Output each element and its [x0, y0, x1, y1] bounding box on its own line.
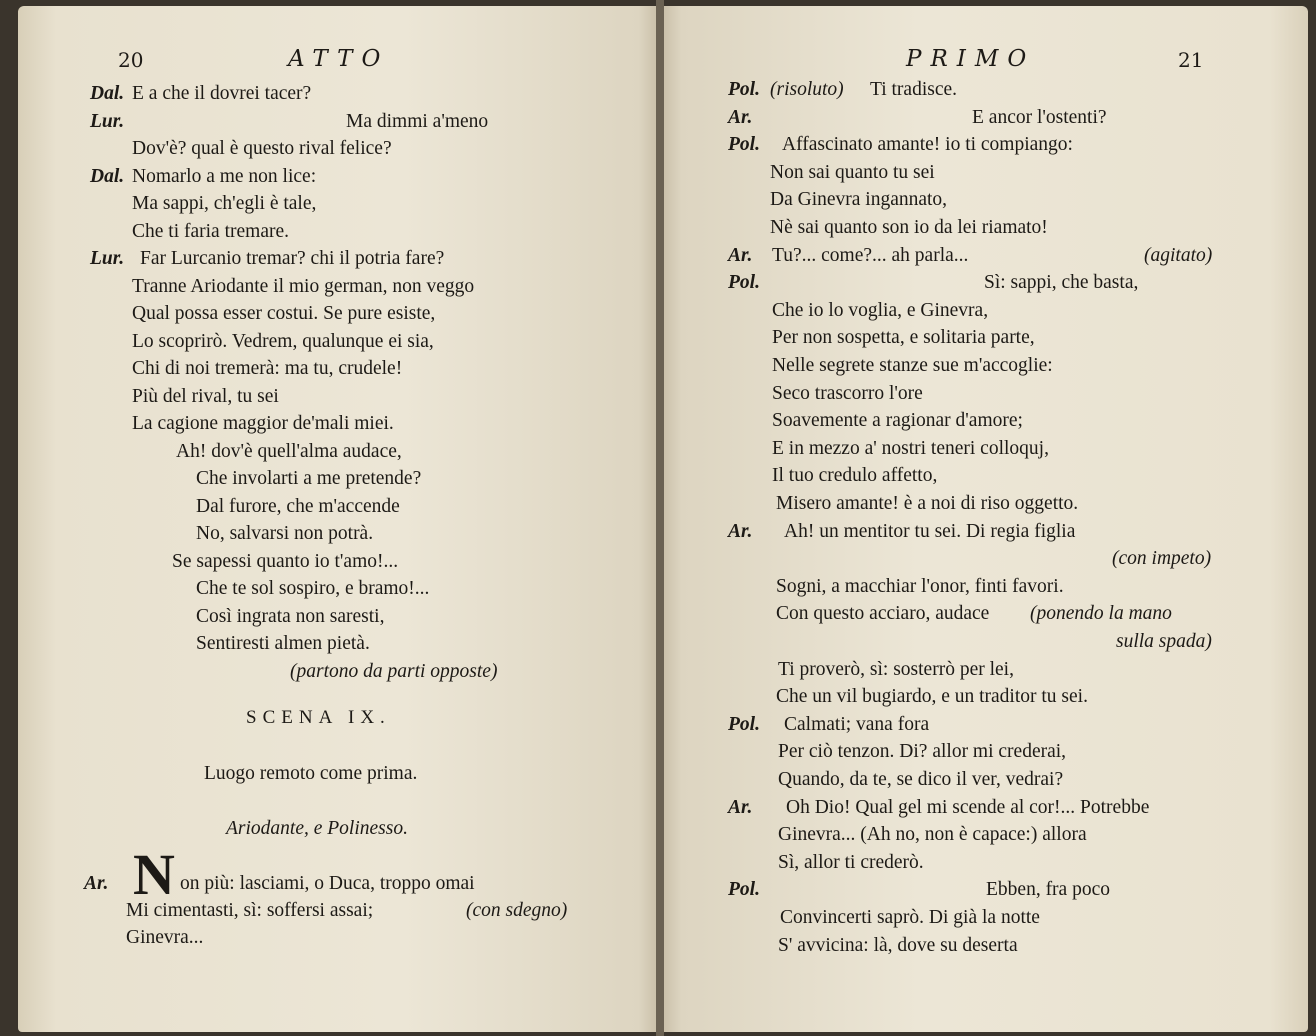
verse-line: Non sai quanto tu sei	[770, 161, 935, 183]
verse-line: Mi cimentasti, sì: soffersi assai;	[126, 900, 374, 921]
stage-direction: (con impeto)	[1112, 548, 1212, 570]
verse-line: Convincerti saprò. Di già la notte	[780, 907, 1040, 928]
verse-line: Ginevra... (Ah no, non è capace:) allora	[778, 824, 1087, 846]
verse-line: Sì, allor ti crederò.	[778, 851, 924, 873]
speaker-label: Ar.	[728, 244, 753, 266]
verse-line: Che io lo voglia, e Ginevra,	[772, 299, 989, 321]
verse-line: Ma sappi, ch'egli è tale,	[132, 193, 317, 214]
verse-line: Per ciò tenzon. Di? allor mi crederai,	[778, 741, 1067, 763]
verse-line: Con questo acciaro, audace	[776, 603, 990, 625]
verse-line: Far Lurcanio tremar? chi il potria fare?	[140, 248, 445, 269]
verse-line: Sentiresti almen pietà.	[196, 633, 370, 654]
right-page-number: 21	[1178, 48, 1204, 72]
verse-line: on più: lasciami, o Duca, troppo omai	[180, 873, 475, 894]
stage-direction: (ponendo la mano	[1030, 603, 1172, 625]
speaker-label: Lur.	[90, 248, 125, 269]
verse-line: Soavemente a ragionar d'amore;	[772, 410, 1023, 432]
verse-line: Che ti faria tremare.	[132, 220, 289, 242]
verse-line: Dal furore, che m'accende	[196, 495, 400, 517]
verse-line: Oh Dio! Qual gel mi scende al cor!... Potrebbe	[786, 796, 1150, 818]
verse-line: Per non sospetta, e solitaria parte,	[772, 327, 1035, 349]
scene-heading: SCENA IX.	[246, 707, 391, 728]
left-page-number: 20	[118, 48, 144, 72]
verse-line: Lo scoprirò. Vedrem, qualunque ei sia,	[132, 330, 434, 352]
verse-line: Affascinato amante! io ti compiango:	[782, 134, 1073, 156]
speaker-label: Pol.	[728, 79, 760, 100]
speaker-label: Ar.	[728, 520, 753, 542]
speaker-label: Ar.	[728, 106, 753, 128]
verse-line: Dov'è? qual è questo rival felice?	[132, 138, 392, 159]
speaker-label: Lur.	[90, 110, 125, 132]
verse-line: Ti tradisce.	[870, 79, 958, 100]
verse-line: Chi di noi tremerà: ma tu, crudele!	[132, 358, 403, 379]
speaker-label: Dal.	[90, 165, 125, 187]
verse-line: Tranne Ariodante il mio german, non veggo	[132, 275, 475, 297]
stage-direction: (partono da parti opposte)	[290, 660, 498, 682]
book-gutter	[656, 0, 664, 1036]
verse-line: S' avvicina: là, dove su deserta	[778, 934, 1018, 956]
verse-line: Tu?... come?... ah parla...	[772, 244, 969, 266]
verse-line: Il tuo credulo affetto,	[772, 465, 938, 487]
verse-line: Che te sol sospiro, e bramo!...	[196, 578, 430, 599]
verse-line: Ah! un mentitor tu sei. Di regia figlia	[784, 520, 1076, 542]
verse-line: Da Ginevra ingannato,	[770, 189, 948, 211]
speaker-label: Ar.	[728, 796, 753, 818]
verse-line: Nelle segrete stanze sue m'accoglie:	[772, 355, 1053, 376]
verse-line: Se sapessi quanto io t'amo!...	[172, 550, 399, 572]
scene-characters: Ariodante, e Polinesso.	[226, 818, 408, 839]
right-running-head: PRIMO	[906, 46, 1036, 72]
verse-line: Nomarlo a me non lice:	[132, 165, 317, 187]
verse-line: Sogni, a macchiar l'onor, finti favori.	[776, 575, 1064, 597]
verse-line: Quando, da te, se dico il ver, vedrai?	[778, 769, 1064, 790]
speaker-label: Dal.	[90, 83, 125, 104]
speaker-label: Ar.	[84, 873, 109, 894]
stage-direction: sulla spada)	[1116, 631, 1212, 652]
verse-line: Ebben, fra poco	[986, 879, 1110, 901]
verse-line: Nè sai quanto son io da lei riamato!	[770, 217, 1048, 238]
stage-direction: (con sdegno)	[466, 900, 568, 921]
speaker-label: Pol.	[728, 134, 760, 156]
verse-line: Ah! dov'è quell'alma audace,	[176, 440, 402, 462]
scene-place: Luogo remoto come prima.	[204, 763, 418, 784]
speaker-label: Pol.	[728, 879, 760, 901]
verse-line: Che involarti a me pretende?	[196, 468, 422, 489]
verse-line: Seco trascorro l'ore	[772, 382, 923, 404]
verse-line: Che un vil bugiardo, e un traditor tu sei.	[776, 686, 1088, 708]
verse-line: E ancor l'ostenti?	[972, 106, 1107, 128]
left-running-head: ATTO	[288, 46, 390, 72]
verse-line: Misero amante! è a noi di riso oggetto.	[776, 493, 1079, 514]
verse-line: E a che il dovrei tacer?	[132, 83, 312, 104]
stage-direction: (risoluto)	[770, 79, 844, 100]
verse-line: Ma dimmi a'meno	[346, 110, 489, 132]
speaker-label: Pol.	[728, 713, 760, 735]
verse-line: Ginevra...	[126, 927, 204, 948]
verse-line: La cagione maggior de'mali miei.	[132, 413, 394, 434]
verse-line: No, salvarsi non potrà.	[196, 523, 374, 544]
verse-line: E in mezzo a' nostri teneri colloquj,	[772, 437, 1049, 459]
verse-line: Sì: sappi, che basta,	[984, 272, 1139, 294]
verse-line: Qual possa esser costui. Se pure esiste,	[132, 303, 436, 324]
verse-line: Così ingrata non saresti,	[196, 605, 385, 627]
verse-line: Più del rival, tu sei	[132, 385, 279, 407]
verse-line: Ti proverò, sì: sosterrò per lei,	[778, 658, 1014, 680]
verse-line: Calmati; vana fora	[784, 713, 930, 735]
stage-direction: (agitato)	[1144, 244, 1213, 266]
speaker-label: Pol.	[728, 272, 760, 294]
drop-cap: N	[133, 842, 175, 907]
